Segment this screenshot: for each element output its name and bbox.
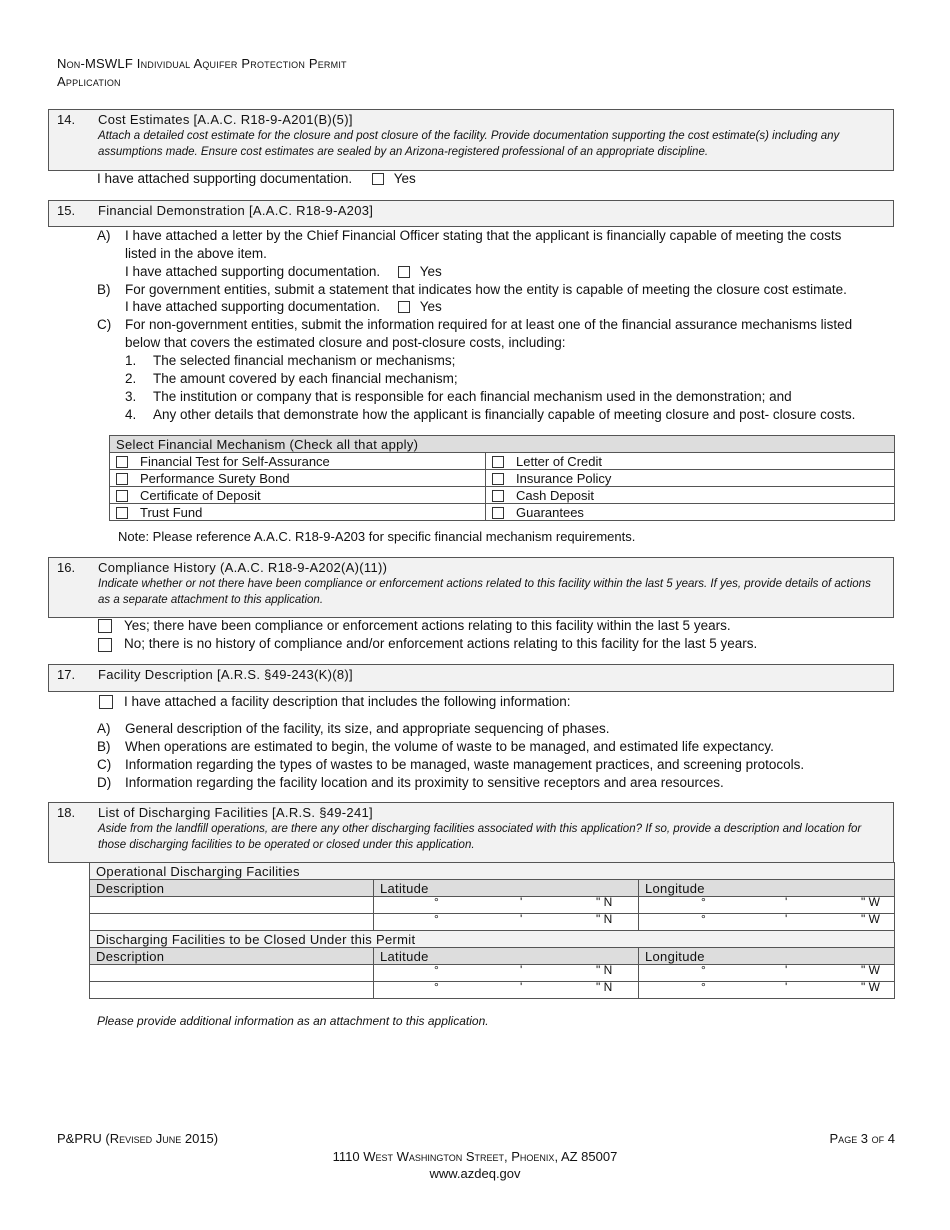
description-input[interactable] (90, 897, 374, 914)
mechanism-cell (110, 487, 486, 504)
section-16-header (48, 557, 894, 618)
section-title: Financial Demonstration [A.A.C. R18-9-A203] (98, 203, 374, 218)
s15-a-line2: listed in the above item. (125, 246, 267, 261)
mechanism-cell (110, 504, 486, 521)
mechanism-cell (486, 487, 895, 504)
mechanism-label: Performance Surety Bond (140, 470, 290, 486)
mechanism-cell (486, 504, 895, 521)
mechanism-table-title: Select Financial Mechanism (Check all that apply) (110, 436, 895, 453)
s15-b-attach-row (125, 298, 442, 316)
col-description: Description (90, 880, 374, 897)
col-latitude: Latitude (374, 880, 639, 897)
mechanism-label: Financial Test for Self-Assurance (140, 453, 330, 469)
footer-website: www.azdeq.gov (429, 1166, 521, 1181)
header-line1: Non-MSWLF Individual Aquifer Protection Permit (57, 56, 347, 71)
longitude-input[interactable]: ° ' " W (639, 965, 895, 982)
s17-attach-label: I have attached a facility description that includes the following information: (124, 694, 571, 709)
s17-attach-checkbox[interactable] (99, 695, 113, 709)
mechanism-label: Guarantees (516, 504, 584, 520)
mechanism-checkbox[interactable] (116, 490, 128, 502)
section-title: Facility Description [A.R.S. §49-243(K)(8)] (98, 667, 353, 682)
s15-a-yes-label: Yes (419, 264, 442, 279)
s17-item-text: Information regarding the types of wastes to be managed, waste management practices, and screening protocols. (125, 757, 805, 772)
footer-page-number: Page 3 of 4 (829, 1131, 895, 1146)
section-14-header (48, 109, 894, 171)
mechanism-label: Cash Deposit (516, 487, 595, 503)
s17-item-letter: B) (97, 739, 111, 754)
s15-note: Note: Please reference A.A.C. R18-9-A203 for specific financial mechanism requirements. (118, 529, 636, 544)
s15-a-yes-checkbox[interactable] (398, 266, 410, 278)
s14-yes-label: Yes (393, 171, 416, 186)
section-number: 16. (57, 560, 76, 575)
latitude-input[interactable]: ° ' " N (374, 965, 639, 982)
s15-c-item-num: 1. (125, 353, 137, 368)
section-number: 17. (57, 667, 76, 682)
mechanism-checkbox[interactable] (116, 507, 128, 519)
mechanism-checkbox[interactable] (492, 490, 504, 502)
mechanism-cell (110, 453, 486, 470)
s18-note: Please provide additional information as an attachment to this application. (97, 1014, 489, 1028)
s17-item-letter: C) (97, 757, 112, 772)
s14-attach-label: I have attached supporting documentation. (97, 171, 353, 186)
mechanism-cell (486, 453, 895, 470)
s15-c-item-text: The amount covered by each financial mechanism; (153, 371, 458, 386)
mechanism-cell (110, 470, 486, 487)
s15-b-yes-label: Yes (419, 299, 442, 314)
col-longitude: Longitude (639, 948, 895, 965)
section-title: List of Discharging Facilities [A.R.S. §49-241] (98, 805, 373, 820)
s17-item-text: Information regarding the facility location and its proximity to sensitive receptors and area resources. (125, 775, 724, 790)
mechanism-label: Letter of Credit (516, 453, 602, 469)
footer-form-id: P&PRU (Revised June 2015) (57, 1131, 219, 1146)
s15-a-line1: I have attached a letter by the Chief Financial Officer stating that the applicant is financially capable of meeting the costs (125, 228, 842, 243)
s15-c-item-text: Any other details that demonstrate how the applicant is financially capable of meeting closure and post- closure costs. (153, 407, 856, 422)
s14-yes-checkbox[interactable] (372, 173, 384, 185)
section-18-header (48, 802, 894, 863)
s15-c-line1: For non-government entities, submit the information required for at least one of the financial assurance mechanisms listed (125, 317, 853, 332)
s17-item-text: General description of the facility, its size, and appropriate sequencing of phases. (125, 721, 610, 736)
longitude-input[interactable]: ° ' " W (639, 982, 895, 999)
s16-no-label: No; there is no history of compliance and/or enforcement actions relating to this facility for the last 5 years. (124, 636, 758, 651)
latitude-input[interactable]: ° ' " N (374, 914, 639, 931)
section-description: Attach a detailed cost estimate for the closure and post closure of the facility. Provide documentation supporting the cost estimate(s) including any assumptions made. Ensure cost estimates are sealed by an Arizona-registered professional of an appropriate discipline. (98, 130, 840, 158)
s15-c-item-text: The selected financial mechanism or mechanisms; (153, 353, 456, 368)
operational-facilities-title: Operational Discharging Facilities (90, 863, 895, 880)
s15-c-line2: below that covers the estimated closure and post-closure costs, including: (125, 335, 566, 350)
s15-b-line1: For government entities, submit a statement that indicates how the entity is capable of meeting the closure cost estimate. (125, 282, 847, 297)
header-line2: Application (57, 74, 121, 89)
footer-address: 1110 West Washington Street, Phoenix, AZ 85007 (332, 1149, 618, 1164)
s17-item-letter: D) (97, 775, 112, 790)
mechanism-checkbox[interactable] (492, 473, 504, 485)
description-input[interactable] (90, 914, 374, 931)
longitude-input[interactable]: ° ' " W (639, 897, 895, 914)
s15-c-item-num: 3. (125, 389, 137, 404)
description-input[interactable] (90, 982, 374, 999)
s15-a-letter: A) (97, 228, 111, 243)
s15-b-yes-checkbox[interactable] (398, 301, 410, 313)
mechanism-label: Trust Fund (140, 504, 203, 520)
section-15-header (48, 200, 894, 227)
mechanism-checkbox[interactable] (116, 456, 128, 468)
col-latitude: Latitude (374, 948, 639, 965)
section-number: 14. (57, 112, 76, 127)
s17-item-letter: A) (97, 721, 111, 736)
discharging-facilities-table (89, 862, 895, 999)
mechanism-label: Certificate of Deposit (140, 487, 261, 503)
col-description: Description (90, 948, 374, 965)
section-title: Cost Estimates [A.A.C. R18-9-A201(B)(5)] (98, 112, 353, 127)
mechanism-cell (486, 470, 895, 487)
financial-mechanism-table (109, 435, 895, 521)
description-input[interactable] (90, 965, 374, 982)
section-number: 18. (57, 805, 76, 820)
section-description: Indicate whether or not there have been compliance or enforcement actions related to this facility within the last 5 years. If yes, provide details of actions as a separate attachment to this application. (98, 578, 871, 606)
section-17-header (48, 664, 894, 692)
section-number: 15. (57, 203, 76, 218)
s15-c-item-num: 2. (125, 371, 137, 386)
s16-no-checkbox[interactable] (98, 638, 112, 652)
s15-c-item-num: 4. (125, 407, 137, 422)
document-header (57, 55, 347, 91)
s15-b-letter: B) (97, 282, 111, 297)
mechanism-checkbox[interactable] (116, 473, 128, 485)
longitude-input[interactable]: ° ' " W (639, 914, 895, 931)
section-description: Aside from the landfill operations, are there any other discharging facilities associated with this application? If so, provide a description and location for those discharging facilities to be operated or closed under this application. (98, 823, 862, 851)
col-longitude: Longitude (639, 880, 895, 897)
mechanism-label: Insurance Policy (516, 470, 612, 486)
s15-c-letter: C) (97, 317, 112, 332)
closed-facilities-title: Discharging Facilities to be Closed Under this Permit (90, 931, 895, 948)
s15-b-attach-label: I have attached supporting documentation. (125, 299, 381, 314)
mechanism-checkbox[interactable] (492, 456, 504, 468)
s15-a-attach-label: I have attached supporting documentation. (125, 264, 381, 279)
s16-yes-label: Yes; there have been compliance or enforcement actions relating to this facility within the last 5 years. (124, 618, 731, 633)
section-title: Compliance History (A.A.C. R18-9-A202(A)(11)) (98, 560, 388, 575)
s14-attach-row (97, 170, 416, 188)
s16-yes-checkbox[interactable] (98, 619, 112, 633)
latitude-input[interactable]: ° ' " N (374, 982, 639, 999)
s15-a-attach-row (125, 263, 442, 281)
s17-item-text: When operations are estimated to begin, the volume of waste to be managed, and estimated life expectancy. (125, 739, 774, 754)
latitude-input[interactable]: ° ' " N (374, 897, 639, 914)
mechanism-checkbox[interactable] (492, 507, 504, 519)
s15-c-item-text: The institution or company that is responsible for each financial mechanism used in the demonstration; and (153, 389, 792, 404)
